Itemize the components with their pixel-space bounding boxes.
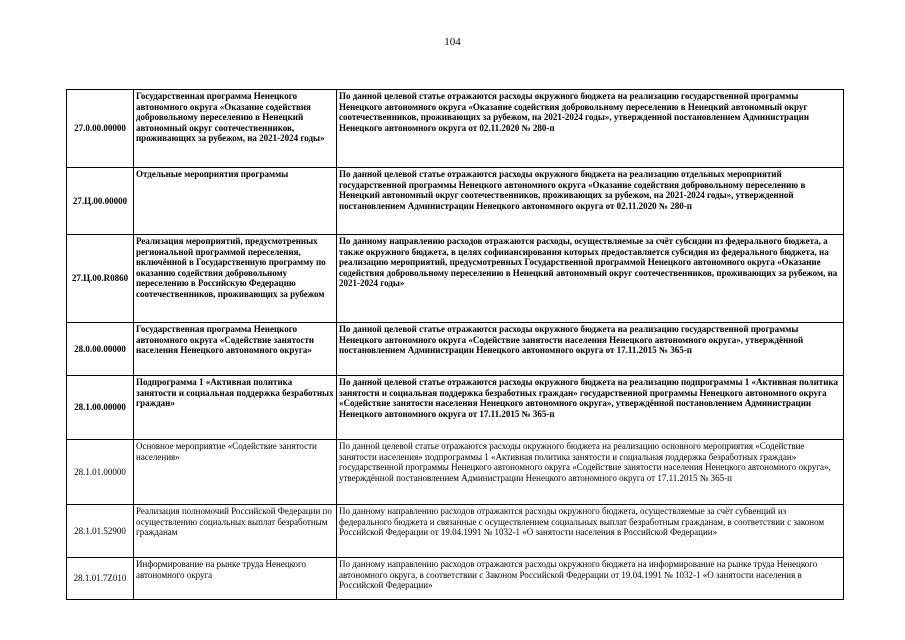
row-name: Реализация полномочий Российской Федерации по осуществлению социальных выплат безработным гражданам (134, 505, 337, 558)
row-code: 28.0.00.00000 (67, 323, 134, 376)
row-code: 27.0.00.00000 (67, 90, 134, 168)
row-description: По данной целевой статье отражаются расходы окружного бюджета на реализацию подпрограммы 1 «Активная политика занятости и социальная поддержка безработных граждан» государственной программы Ненецкого автономного округа «Содействие занятости населения Ненецкого автономного округа», утверждённой постановлением Администрации Ненецкого автономного округа от 17.11.2015 № 365-п (337, 376, 844, 440)
row-name: Государственная программа Ненецкого автономного округа «Оказание содействия добровольному переселению в Ненецкий автономный округ соотечественников, проживающих за рубежом, на 2021-2024 годы» (134, 90, 337, 168)
row-code: 28.1.01.00000 (67, 440, 134, 505)
row-name: Государственная программа Ненецкого автономного округа «Содействие занятости населения Ненецкого автономного округа» (134, 323, 337, 376)
row-code: 27.Ц.00.00000 (67, 168, 134, 235)
page-number: 104 (444, 36, 461, 48)
table-row (67, 90, 844, 168)
row-name: Основное мероприятие «Содействие занятости населения» (134, 440, 337, 505)
row-description: По данному направлению расходов отражаются расходы, осуществляемые за счёт субсидии из федерального бюджета, а также окружного бюджета, в целях софинансирования которых предоставляется субсидия из федерального бюджета, на реализацию мероприятий, предусмотренных Государственной программой Ненецкого автономного округа «Оказание содействия добровольному переселению в Ненецкий автономный округ соотечественников, проживающих за рубежом, на 2021-2024 годы» (337, 235, 844, 323)
table-row (67, 440, 844, 505)
table-row (67, 558, 844, 600)
row-name: Информирование на рынке труда Ненецкого автономного округа (134, 558, 337, 600)
table-row (67, 376, 844, 440)
row-name: Отдельные мероприятия программы (134, 168, 337, 235)
budget-classification-table (66, 89, 844, 600)
row-name: Подпрограмма 1 «Активная политика занятости и социальная поддержка безработных граждан» (134, 376, 337, 440)
table-row (67, 323, 844, 376)
row-code: 28.1.01.7Z010 (67, 558, 134, 600)
row-description: По данной целевой статье отражаются расходы окружного бюджета на реализацию государственной программы Ненецкого автономного округа «Содействие занятости населения Ненецкого автономного округа», утверждённой постановлением Администрации Ненецкого автономного округа от 17.11.2015 № 365-п (337, 323, 844, 376)
row-description: По данному направлению расходов отражаются расходы окружного бюджета, осуществляемые за счёт субвенций из федерального бюджета и связанные с осуществлением социальных выплат безработным гражданам, в соответствии с законом Российской Федерации от 19.04.1991 № 1032-1 «О занятости населения в Российской Федерации» (337, 505, 844, 558)
row-code: 28.1.00.00000 (67, 376, 134, 440)
row-code: 28.1.01.52900 (67, 505, 134, 558)
table-row (67, 505, 844, 558)
row-code: 27.Ц.00.R0860 (67, 235, 134, 323)
table-row (67, 235, 844, 323)
row-description: По данной целевой статье отражаются расходы окружного бюджета на реализацию основного мероприятия «Содействие занятости населения» подпрограммы 1 «Активная политика занятости и социальная поддержка безработных граждан» государственной программы Ненецкого автономного округа «Содействие занятости населения Ненецкого автономного округа», утверждённой постановлением Администрации Ненецкого автономного округа от 17.11.2015 № 365-п (337, 440, 844, 505)
row-name: Реализация мероприятий, предусмотренных региональной программой переселения, включённой в Государственную программу по оказанию содействия добровольному переселению в Российскую Федерацию соотечественников, проживающих за рубежом (134, 235, 337, 323)
row-description: По данному направлению расходов отражаются расходы окружного бюджета на информирование на рынке труда Ненецкого автономного округа, в соответствии с Законом Российской Федерации от 19.04.1991 № 1032-1 «О занятости населения в Российской Федерации» (337, 558, 844, 600)
row-description: По данной целевой статье отражаются расходы окружного бюджета на реализацию государственной программы Ненецкого автономного округа «Оказание содействия добровольному переселению в Ненецкий автономный округ соотечественников, проживающих за рубежом, на 2021-2024 годы», утвержденной постановлением Администрации Ненецкого автономного округа от 02.11.2020 № 280-п (337, 90, 844, 168)
row-description: По данной целевой статье отражаются расходы окружного бюджета на реализацию отдельных мероприятий государственной программы Ненецкого автономного округа «Оказание содействия добровольному переселению в Ненецкий автономный округ соотечественников, проживающих за рубежом, на 2021-2024 годы», утвержденной постановлением Администрации Ненецкого автономного округа от 02.11.2020 № 280-п (337, 168, 844, 235)
table-row (67, 168, 844, 235)
